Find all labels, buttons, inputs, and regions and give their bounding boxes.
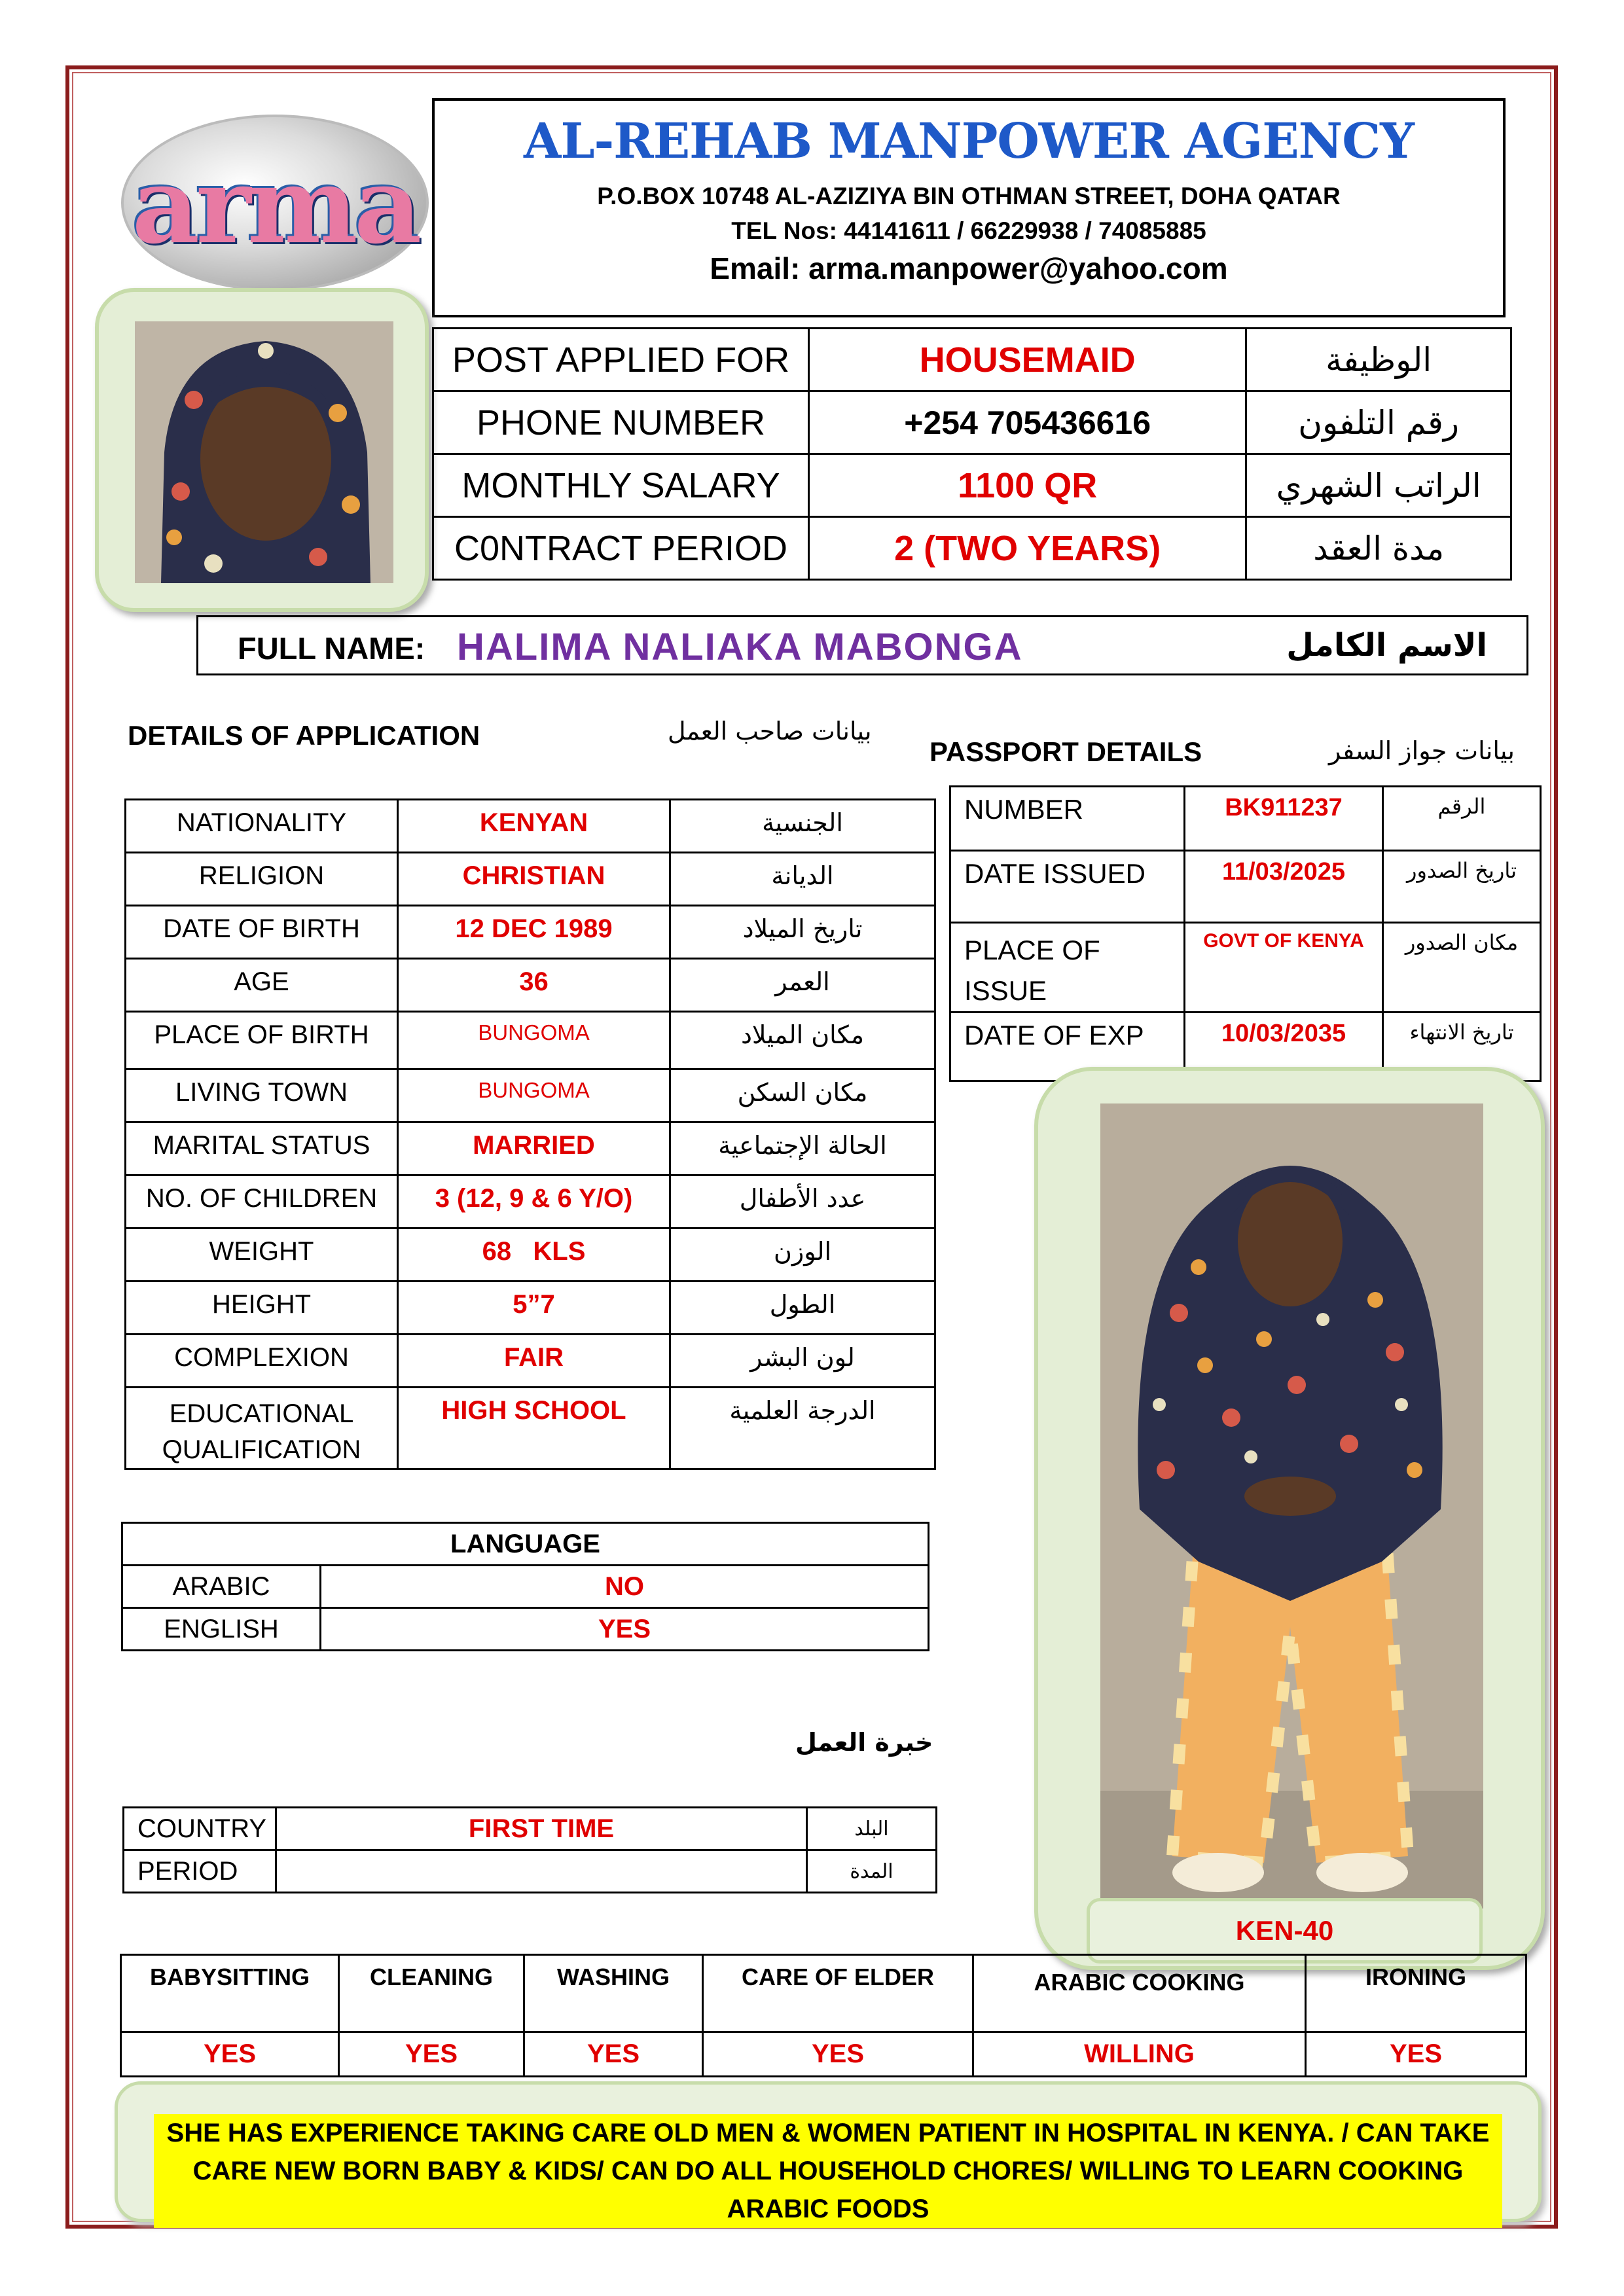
detail-arabic: تاريخ الميلاد xyxy=(670,906,935,959)
passport-value: BK911237 xyxy=(1185,787,1383,851)
main-arabic: رقم التلفون xyxy=(1246,391,1511,454)
table-row xyxy=(950,787,1541,851)
main-value: 2 (TWO YEARS) xyxy=(809,517,1246,580)
skill-value: YES xyxy=(1306,2032,1526,2077)
main-label: C0NTRACT PERIOD xyxy=(433,517,809,580)
full-name-box xyxy=(196,615,1528,675)
table-row xyxy=(126,1282,935,1335)
reference-code: KEN-40 xyxy=(1087,1898,1483,1964)
detail-arabic: الجنسية xyxy=(670,800,935,853)
work-experience-title-arabic: خبرة العمل xyxy=(795,1728,933,1757)
full-body-photo-frame xyxy=(1034,1067,1545,1970)
experience-summary-box xyxy=(115,2081,1542,2222)
detail-value: HIGH SCHOOL xyxy=(398,1388,670,1469)
full-body-photo xyxy=(1100,1103,1483,1909)
main-value: +254 705436616 xyxy=(809,391,1246,454)
detail-arabic: الوزن xyxy=(670,1229,935,1282)
language-title: LANGUAGE xyxy=(122,1523,929,1566)
table-row xyxy=(126,1122,935,1175)
portrait-photo-frame xyxy=(95,288,429,612)
passport-label: DATE OF EXP xyxy=(950,1013,1185,1081)
agency-logo xyxy=(121,115,429,291)
skill-value: YES xyxy=(524,2032,703,2077)
skill-label: WASHING xyxy=(524,1955,703,2032)
language-table xyxy=(121,1522,929,1651)
detail-label: WEIGHT xyxy=(126,1229,398,1282)
detail-label: AGE xyxy=(126,959,398,1012)
detail-arabic: الدرجة العلمية xyxy=(670,1388,935,1469)
detail-value: 36 xyxy=(398,959,670,1012)
detail-label: MARITAL STATUS xyxy=(126,1122,398,1175)
detail-arabic: مكان الميلاد xyxy=(670,1012,935,1069)
table-row xyxy=(124,1850,937,1893)
detail-arabic: العمر xyxy=(670,959,935,1012)
portrait-photo xyxy=(135,321,393,583)
main-label: POST APPLIED FOR xyxy=(433,329,809,391)
detail-value: 5”7 xyxy=(398,1282,670,1335)
skill-value: YES xyxy=(339,2032,524,2077)
detail-label: NO. OF CHILDREN xyxy=(126,1175,398,1229)
main-label: PHONE NUMBER xyxy=(433,391,809,454)
detail-value: BUNGOMA xyxy=(398,1069,670,1122)
full-name-label: FULL NAME: xyxy=(238,631,425,666)
detail-arabic: عدد الأطفال xyxy=(670,1175,935,1229)
passport-label: DATE ISSUED xyxy=(950,851,1185,923)
agency-tel: TEL Nos: 44141611 / 66229938 / 74085885 xyxy=(731,217,1206,244)
detail-label: DATE OF BIRTH xyxy=(126,906,398,959)
skill-value: YES xyxy=(703,2032,973,2077)
table-row xyxy=(950,851,1541,923)
passport-title-arabic: بيانات جواز السفر xyxy=(1329,736,1515,765)
table-row xyxy=(126,959,935,1012)
full-name-arabic: الاسم الكامل xyxy=(1286,627,1487,664)
detail-value: 3 (12, 9 & 6 Y/O) xyxy=(398,1175,670,1229)
main-arabic: الوظيفة xyxy=(1246,329,1511,391)
detail-value: 12 DEC 1989 xyxy=(398,906,670,959)
logo-text: arma xyxy=(132,144,418,267)
passport-title: PASSPORT DETAILS xyxy=(929,736,1202,767)
skill-label: CARE OF ELDER xyxy=(703,1955,973,2032)
passport-arabic: مكان الصدور xyxy=(1383,923,1541,1013)
detail-label: NATIONALITY xyxy=(126,800,398,853)
detail-value: KENYAN xyxy=(398,800,670,853)
detail-arabic: الحالة الإجتماعية xyxy=(670,1122,935,1175)
agency-email: Email: arma.manpower@yahoo.com xyxy=(710,251,1228,285)
skill-label: ARABIC COOKING xyxy=(973,1955,1306,2032)
agency-header xyxy=(432,98,1506,317)
table-row xyxy=(950,923,1541,1013)
table-row xyxy=(121,1955,1526,2032)
table-row xyxy=(122,1523,929,1566)
passport-arabic: تاريخ الصدور xyxy=(1383,851,1541,923)
detail-label: COMPLEXION xyxy=(126,1335,398,1388)
work-value xyxy=(276,1850,807,1893)
application-title-arabic: بيانات صاحب العمل xyxy=(668,717,872,745)
passport-label: PLACE OF ISSUE xyxy=(950,923,1185,1013)
skill-value: WILLING xyxy=(973,2032,1306,2077)
detail-arabic: الطول xyxy=(670,1282,935,1335)
detail-value: CHRISTIAN xyxy=(398,853,670,906)
agency-name: AL-REHAB MANPOWER AGENCY xyxy=(524,113,1414,170)
language-label: ARABIC xyxy=(122,1566,321,1608)
full-body-illustration xyxy=(1100,1103,1483,1909)
detail-value: BUNGOMA xyxy=(398,1012,670,1069)
detail-label: PLACE OF BIRTH xyxy=(126,1012,398,1069)
table-row xyxy=(126,853,935,906)
table-row xyxy=(126,1069,935,1122)
passport-arabic: الرقم xyxy=(1383,787,1541,851)
skills-table xyxy=(120,1954,1527,2077)
table-row xyxy=(126,800,935,853)
experience-summary-text: SHE HAS EXPERIENCE TAKING CARE OLD MEN & WOMEN PATIENT IN HOSPITAL IN KENYA. / CAN TAKE CARE NEW BORN BABY & KIDS/ CAN DO ALL HOUSEHOLD CHORES/ WILLING TO LEARN COOKING ARABIC FOODS xyxy=(154,2114,1502,2228)
skill-value: YES xyxy=(121,2032,339,2077)
main-arabic: مدة العقد xyxy=(1246,517,1511,580)
passport-value: GOVT OF KENYA xyxy=(1185,923,1383,1013)
table-row xyxy=(433,517,1511,580)
table-row xyxy=(121,2032,1526,2077)
work-arabic: المدة xyxy=(807,1850,937,1893)
skill-label: BABYSITTING xyxy=(121,1955,339,2032)
table-row xyxy=(433,454,1511,517)
table-row xyxy=(126,1335,935,1388)
table-row xyxy=(122,1566,929,1608)
detail-value: 68 KLS xyxy=(398,1229,670,1282)
table-row xyxy=(433,391,1511,454)
full-name-value: HALIMA NALIAKA MABONGA xyxy=(457,626,1023,668)
detail-label: EDUCATIONAL QUALIFICATION xyxy=(126,1388,398,1469)
main-arabic: الراتب الشهري xyxy=(1246,454,1511,517)
table-row xyxy=(126,906,935,959)
main-label: MONTHLY SALARY xyxy=(433,454,809,517)
detail-arabic: لون البشر xyxy=(670,1335,935,1388)
passport-table xyxy=(949,785,1542,1082)
table-row xyxy=(126,1175,935,1229)
main-value: HOUSEMAID xyxy=(809,329,1246,391)
passport-label: NUMBER xyxy=(950,787,1185,851)
application-title: DETAILS OF APPLICATION xyxy=(128,720,480,751)
detail-label: HEIGHT xyxy=(126,1282,398,1335)
passport-value: 11/03/2025 xyxy=(1185,851,1383,923)
main-value: 1100 QR xyxy=(809,454,1246,517)
detail-value: FAIR xyxy=(398,1335,670,1388)
skill-label: IRONING xyxy=(1306,1955,1526,2032)
agency-address: P.O.BOX 10748 AL-AZIZIYA BIN OTHMAN STREET, DOHA QATAR xyxy=(597,183,1341,209)
detail-value: MARRIED xyxy=(398,1122,670,1175)
work-label: PERIOD xyxy=(124,1850,276,1893)
table-row xyxy=(126,1229,935,1282)
main-info-table xyxy=(432,327,1512,581)
detail-arabic: مكان السكن xyxy=(670,1069,935,1122)
passport-value: 10/03/2035 xyxy=(1185,1013,1383,1081)
skill-label: CLEANING xyxy=(339,1955,524,2032)
detail-label: RELIGION xyxy=(126,853,398,906)
work-arabic: البلد xyxy=(807,1808,937,1850)
work-value: FIRST TIME xyxy=(276,1808,807,1850)
work-label: COUNTRY xyxy=(124,1808,276,1850)
language-label: ENGLISH xyxy=(122,1608,321,1651)
language-value: NO xyxy=(321,1566,929,1608)
detail-arabic: الديانة xyxy=(670,853,935,906)
table-row xyxy=(122,1608,929,1651)
detail-label: LIVING TOWN xyxy=(126,1069,398,1122)
table-row xyxy=(124,1808,937,1850)
portrait-illustration xyxy=(135,321,393,583)
passport-arabic: تاريخ الانتهاء xyxy=(1383,1013,1541,1081)
table-row xyxy=(126,1012,935,1069)
table-row xyxy=(433,329,1511,391)
language-value: YES xyxy=(321,1608,929,1651)
work-experience-table xyxy=(122,1806,937,1893)
application-details-table xyxy=(124,798,936,1470)
table-row xyxy=(126,1388,935,1469)
